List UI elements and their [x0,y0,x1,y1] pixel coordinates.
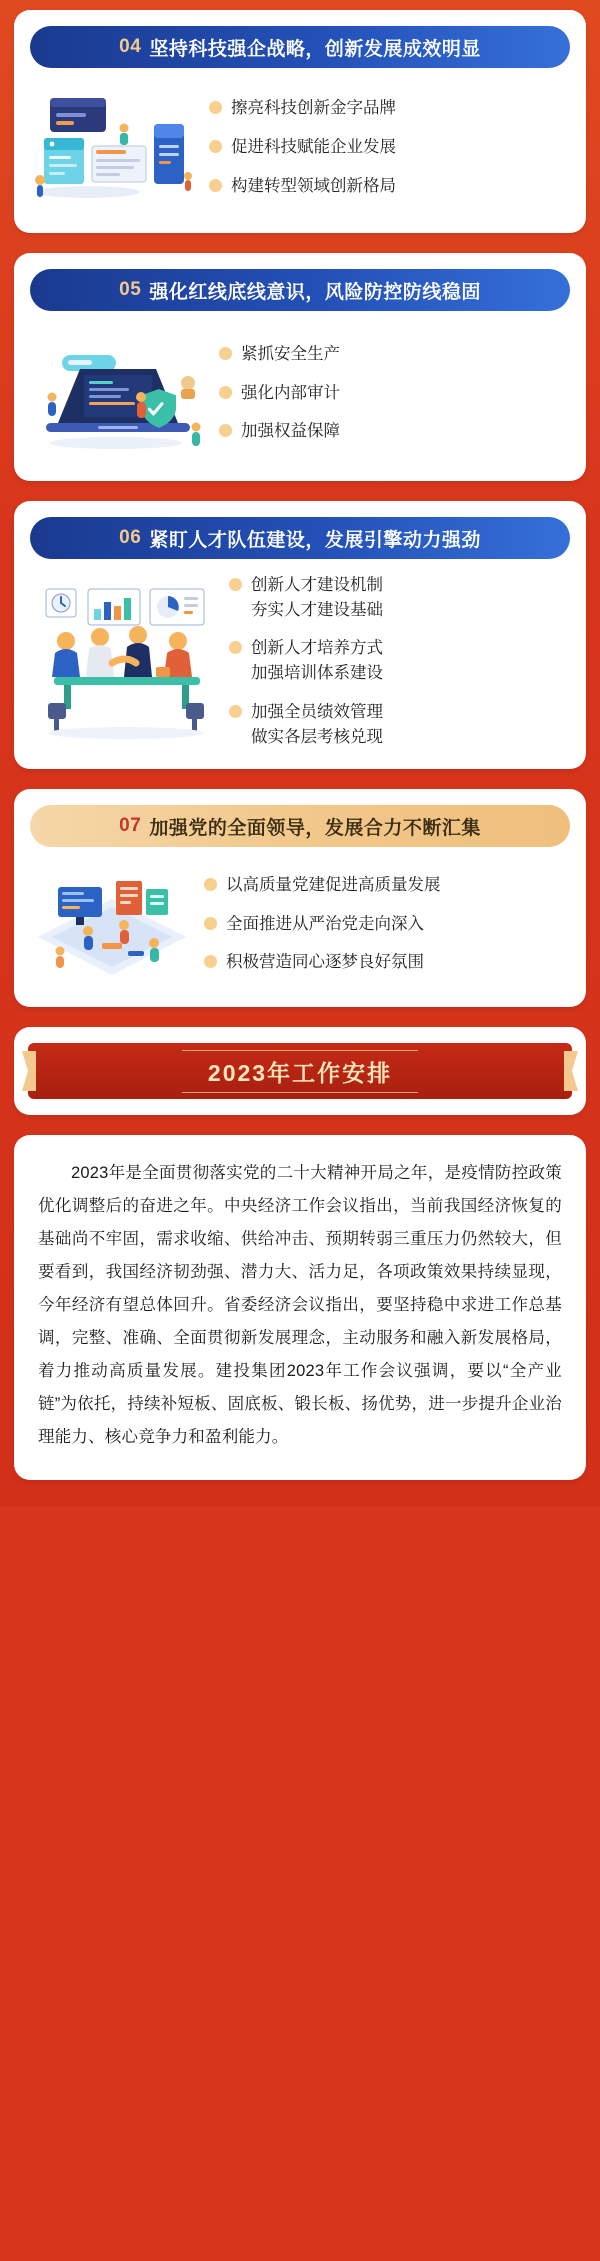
list-item [229,636,572,686]
bullet-list-06 [223,573,572,750]
list-item [229,573,572,623]
section-heading-07 [30,805,570,847]
bullet-text: 擦亮科技创新金字品牌 [231,99,396,118]
bullet-text [251,573,383,623]
bullet-dot-icon [229,578,242,591]
section-heading-04 [30,26,570,68]
list-item [229,700,572,750]
bullet-list-07 [198,873,572,975]
bullet-dot-icon [209,101,222,114]
bullet-text: 积极营造同心逐梦良好氛围 [226,953,424,972]
section-heading-05 [30,269,570,311]
list-item [209,174,572,199]
bullet-dot-icon [219,386,232,399]
bullet-dot-icon [204,955,217,968]
bullet-text [251,636,383,686]
section-body-07 [26,853,574,989]
section-body-04 [26,74,574,215]
banner-title: 2023年工作安排 [207,1059,393,1086]
bullet-text-line2: 加强培训体系建设 [251,664,383,682]
team-meeting-handshake-illustration [28,571,223,751]
section-card-05 [14,253,586,481]
section-body-05 [26,317,574,463]
banner-inner-frame [182,1050,418,1093]
list-item [219,381,572,406]
bullet-text: 加强权益保障 [241,422,340,441]
party-building-desk-illustration [28,859,198,989]
bullet-dot-icon [219,347,232,360]
bullet-text-line2: 做实各层考核兑现 [251,727,383,746]
bullet-dot-icon [209,140,222,153]
body-paragraph: 2023年是全面贯彻落实党的二十大精神开局之年，是疫情防控政策优化调整后的奋进之年。中央经济工作会议指出，当前我国经济恢复的基础尚不牢固，需求收缩、供给冲击、预期转弱三重压力仍然较大，但要看到，我国经济韧劲强、潜力大、活力足，各项政策效果持续显现，今年经济有望总体回升。省委经济会议指出，要坚持稳中求进工作总基调，完整、准确、全面贯彻新发展理念，主动服务和融入新发展格局，着力推动高质量发展。建投集团2023年工作会议强调，要以“全产业链”为依托，持续补短板、固底板、锻长板、扬优势，进一步提升企业治理能力、核心竞争力和盈利能力。 [38,1164,562,1446]
laptop-security-shield-illustration [28,323,213,463]
list-item [204,873,572,898]
bullet-text-line1: 创新人才建设机制 [251,575,383,594]
list-item [219,342,572,367]
list-item [209,96,572,121]
bullet-text [251,700,383,750]
section-number: 04 [119,36,142,57]
bullet-text-line1: 加强全员绩效管理 [251,702,383,721]
section-title: 紧盯人才队伍建设，发展引擎动力强劲 [149,529,481,551]
section-number: 07 [119,815,142,836]
list-item [204,950,572,975]
bullet-text: 促进科技赋能企业发展 [231,138,396,157]
list-item [219,419,572,444]
bullet-list-04 [203,96,572,198]
bullet-text: 强化内部审计 [241,383,340,402]
bullet-text: 全面推进从严治党走向深入 [226,914,424,933]
section-body-06 [26,565,574,751]
work-plan-banner-card [14,1027,586,1115]
list-item [209,135,572,160]
bullet-dot-icon [219,424,232,437]
bullet-text: 紧抓安全生产 [241,344,340,363]
tech-servers-illustration [28,80,203,215]
bullet-text-line1: 创新人才培养方式 [251,639,383,658]
bullet-list-05 [213,342,572,444]
section-card-07 [14,789,586,1007]
section-title: 坚持科技强企战略，创新发展成效明显 [149,38,481,60]
bullet-dot-icon [229,705,242,718]
section-title: 加强党的全面领导，发展合力不断汇集 [149,817,481,839]
section-card-04 [14,10,586,233]
list-item [204,912,572,937]
bullet-dot-icon [204,917,217,930]
section-number: 06 [119,527,142,548]
bullet-text: 构建转型领域创新格局 [231,176,396,195]
section-heading-06 [30,517,570,559]
bullet-dot-icon [209,179,222,192]
bullet-text: 以高质量党建促进高质量发展 [226,875,441,894]
paragraph-card [14,1135,586,1480]
section-card-06 [14,501,586,769]
bullet-dot-icon [204,878,217,891]
bullet-text-line2: 夯实人才建设基础 [251,600,383,619]
section-number: 05 [119,279,142,300]
work-plan-banner [28,1043,572,1099]
bullet-dot-icon [229,641,242,654]
section-title: 强化红线底线意识，风险防控防线稳固 [149,281,481,303]
